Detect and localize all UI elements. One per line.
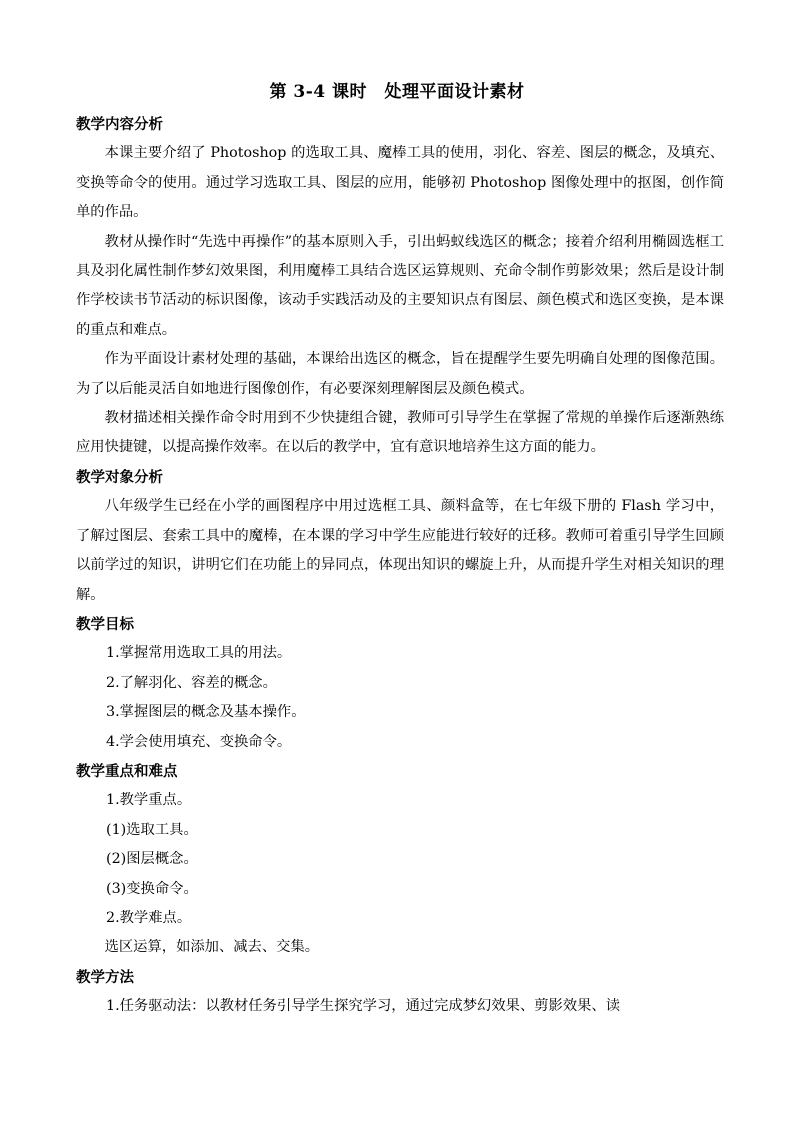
- list-item: 2.教学难点。: [106, 909, 192, 926]
- section-methods: [76, 963, 724, 1022]
- page-title: 第 3-4 课时 处理平面设计素材: [269, 82, 525, 102]
- list-item: (1)选取工具。: [106, 821, 198, 838]
- paragraph: 本课主要介绍了 Photoshop 的选取工具、魔棒工具的使用，羽化、容差、图层的概念，及填充、变换等命令的使用。通过学习选取工具、图层的应用，能够初 Photoshop 图像处理中的抠图，创作简单的作品。: [76, 145, 724, 221]
- list-item: 1.掌握常用选取工具的用法。: [106, 645, 292, 662]
- paragraph: 教材描述相关操作命令时用到不少快捷组合键，教师可引导学生在掌握了常规的单操作后逐渐熟练应用快捷键，以提高操作效率。在以后的教学中，宜有意识地培养生这方面的能力。: [76, 410, 724, 456]
- section-heading: 教学内容分析: [76, 116, 163, 133]
- section-content-analysis: [76, 110, 724, 463]
- section-student-analysis: [76, 463, 724, 610]
- document-body: [76, 110, 724, 1022]
- list-item: (2)图层概念。: [106, 851, 198, 868]
- list-item: 2.了解羽化、容差的概念。: [106, 674, 277, 691]
- section-objectives: [76, 610, 724, 757]
- list-item: (3)变换命令。: [106, 880, 198, 897]
- list-item: 3.掌握图层的概念及基本操作。: [106, 704, 306, 721]
- section-heading: 教学方法: [76, 968, 134, 986]
- paragraph: 作为平面设计素材处理的基础，本课给出选区的概念，旨在提醒学生要先明确自处理的图像范围。为了以后能灵活自如地进行图像创作，有必要深刻理解图层及颜色模式。: [76, 351, 724, 397]
- section-heading: 教学对象分析: [76, 468, 163, 486]
- paragraph: 教材从操作时“先选中再操作”的基本原则入手，引出蚂蚁线选区的概念；接着介绍利用椭圆选框工具及羽化属性制作梦幻效果图，利用魔棒工具结合选区运算规则、充命令制作剪影效果；然后是设计制作学校读书节活动的标识图像，该动手实践活动及的主要知识点有图层、颜色模式和选区变换，是本课的重点和难点。: [76, 233, 724, 338]
- paragraph: 八年级学生已经在小学的画图程序中用过选框工具、颜料盒等，在七年级下册的 Flash 学习中，了解过图层、套索工具中的魔棒，在本课的学习中学生应能进行较好的迁移。教师可着重引导学生回顾以前学过的知识，讲明它们在功能上的异同点，体现出知识的螺旋上升，从而提升学生对相关知识的理解。: [76, 498, 724, 603]
- section-heading: 教学重点和难点: [76, 762, 178, 780]
- section-key-points: [76, 757, 724, 963]
- list-item: 1.教学重点。: [106, 792, 192, 809]
- section-heading: 教学目标: [76, 615, 134, 633]
- list-item: 1.任务驱动法：以教材任务引导学生探究学习，通过完成梦幻效果、剪影效果、读: [106, 998, 621, 1015]
- difficulty-text: 选区运算，如添加、减去、交集。: [104, 939, 320, 956]
- list-item: 4.学会使用填充、变换命令。: [106, 733, 292, 750]
